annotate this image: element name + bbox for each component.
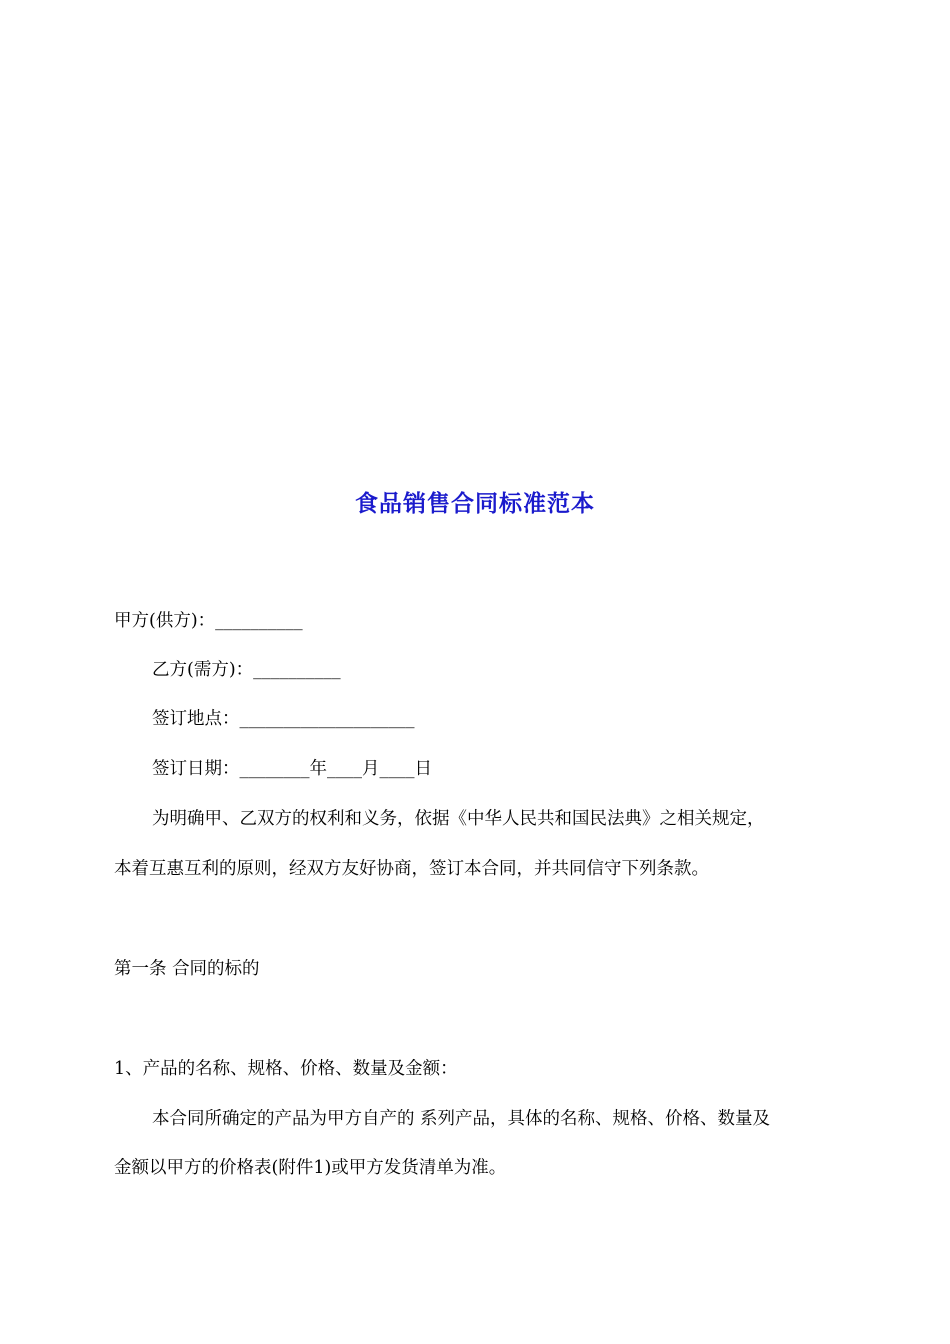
party-a-line: 甲方(供方)：__________	[114, 611, 303, 631]
item-1-paragraph-line-1: 本合同所确定的产品为甲方自产的 系列产品，具体的名称、规格、价格、数量及	[152, 1109, 771, 1129]
item-1-paragraph-line-2: 金额以甲方的价格表(附件1)或甲方发货清单为准。	[114, 1158, 507, 1178]
intro-paragraph-line-2: 本着互惠互利的原则，经双方友好协商，签订本合同，并共同信守下列条款。	[114, 859, 709, 879]
party-b-line: 乙方(需方)：__________	[152, 660, 341, 680]
article-1-heading: 第一条 合同的标的	[114, 959, 260, 979]
intro-paragraph-line-1: 为明确甲、乙双方的权利和义务，依据《中华人民共和国民法典》之相关规定，	[152, 809, 765, 829]
sign-date-line: 签订日期：________年____月____日	[152, 759, 432, 779]
item-1-heading: 1、产品的名称、规格、价格、数量及金额：	[114, 1059, 458, 1079]
sign-place-line: 签订地点：____________________	[152, 709, 415, 729]
document-title: 食品销售合同标准范本	[355, 491, 595, 517]
